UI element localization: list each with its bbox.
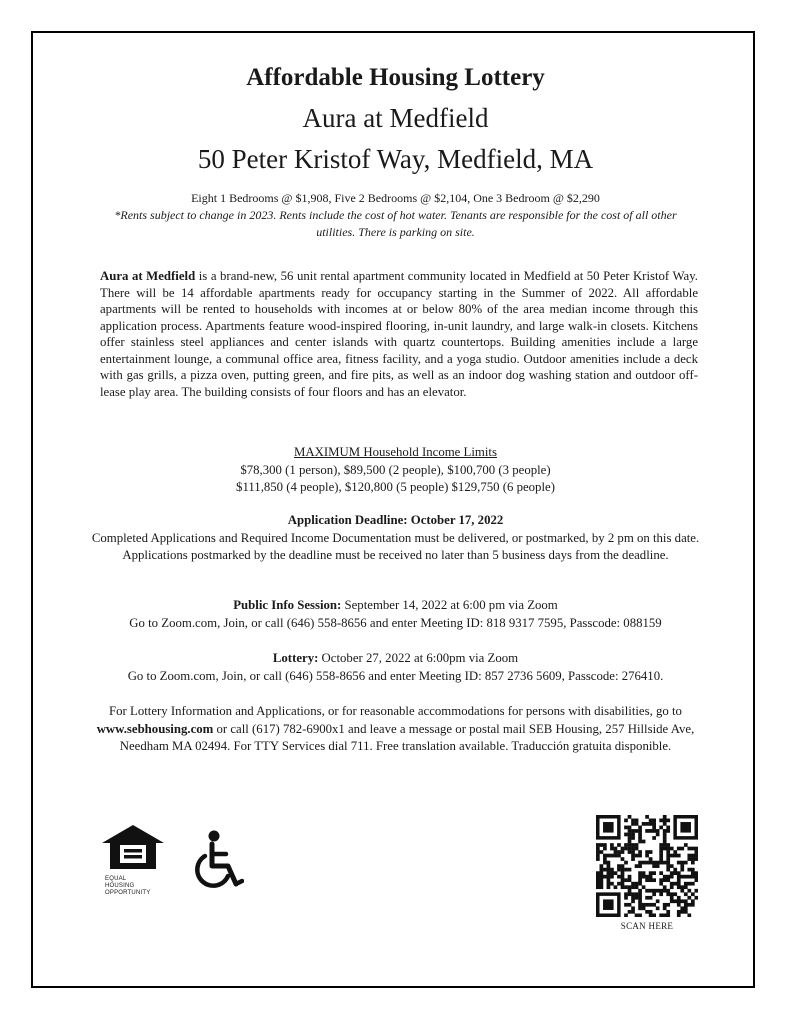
lottery-label: Lottery: (272, 651, 319, 665)
equal-housing-text: EQUAL HOUSING OPPORTUNITY (105, 876, 151, 896)
application-deadline (90, 512, 701, 565)
units-pricing-line: Eight 1 Bedrooms @ $1,908, Five 2 Bedrooms @ $2,104, One 3 Bedroom @ $2,290 (191, 191, 600, 205)
wheelchair-accessibility-icon (190, 830, 244, 892)
info-session-when: September 14, 2022 at 6:00 pm via Zoom (341, 598, 558, 612)
contact-text-1: For Lottery Information and Applications, or for reasonable accommodations for persons with disabilities, go to (109, 704, 682, 718)
income-limits-line-2: $111,850 (4 people), $120,800 (5 people) $129,750 (6 people) (236, 480, 555, 494)
scan-here-label: SCAN HERE (620, 921, 674, 931)
lottery-when: October 27, 2022 at 6:00pm via Zoom (318, 651, 519, 665)
income-limits-line-1: $78,300 (1 person), $89,500 (2 people), $100,700 (3 people) (240, 462, 551, 477)
income-limits-heading: MAXIMUM Household Income Limits (294, 445, 497, 459)
property-address: 50 Peter Kristof Way, Medfield, MA (197, 144, 594, 174)
lottery-section (90, 650, 701, 685)
income-limits (90, 444, 701, 497)
page-title: Affordable Housing Lottery (246, 64, 545, 91)
info-session-label: Public Info Session: (233, 598, 342, 612)
rent-note: *Rents subject to change in 2023. Rents include the cost of hot water. Tenants are responsible for the cost of all other utilities. There is parking on site. (114, 208, 677, 239)
website-link[interactable]: www.sebhousing.com (96, 721, 214, 736)
description-paragraph (100, 268, 698, 400)
lottery-details: Go to Zoom.com, Join, or call (646) 558-8656 and enter Meeting ID: 857 2736 5609, Passcode: 276410. (127, 668, 664, 683)
equal-housing-house-icon (100, 823, 166, 871)
info-session-details: Go to Zoom.com, Join, or call (646) 558-8656 and enter Meeting ID: 818 9317 7595, Passcode: 088159 (129, 615, 662, 630)
deadline-text: Completed Applications and Required Income Documentation must be delivered, or postmarked, by 2 pm on this date. Applications postmarked by the deadline must be received no later than 5 business days from the deadline. (91, 530, 700, 562)
contact-info (95, 703, 696, 756)
property-name: Aura at Medfield (302, 103, 489, 133)
description-text: is a brand-new, 56 unit rental apartment community located in Medfield at 50 Peter Kristof Way. There will be 14 affordable apartments ready for occupancy starting in the Summer of 2022. All affordable apartments will be rented to households with incomes at or below 80% of the area median income through this application process. Apartments feature wood-inspired flooring, in-unit laundry, and large walk-in closets. Kitchens offer stainless steel appliances and center islands with quartz countertops. Building amenities include a large entertainment lounge, a communal office area, fitness facility, and a yoga studio. Outdoor amenities include a deck with gas grills, a pizza oven, putting green, and fire pits, as well as an indoor dog washing station and outdoor off-lease play area. The building consists of four floors and has an elevator. (100, 269, 699, 399)
qr-code-icon[interactable] (596, 815, 698, 917)
description-lead: Aura at Medfield (100, 269, 196, 283)
contact-text-2: or call (617) 782-6900x1 and leave a message or postal mail SEB Housing, 257 Hillside Ave, Needham MA 02494. For TTY Services dial 711. Free translation available. Traducción gratuita disponible. (119, 721, 695, 753)
public-info-session (90, 597, 701, 632)
equal-housing-opportunity-icon (100, 823, 166, 897)
deadline-heading: Application Deadline: October 17, 2022 (287, 513, 504, 527)
